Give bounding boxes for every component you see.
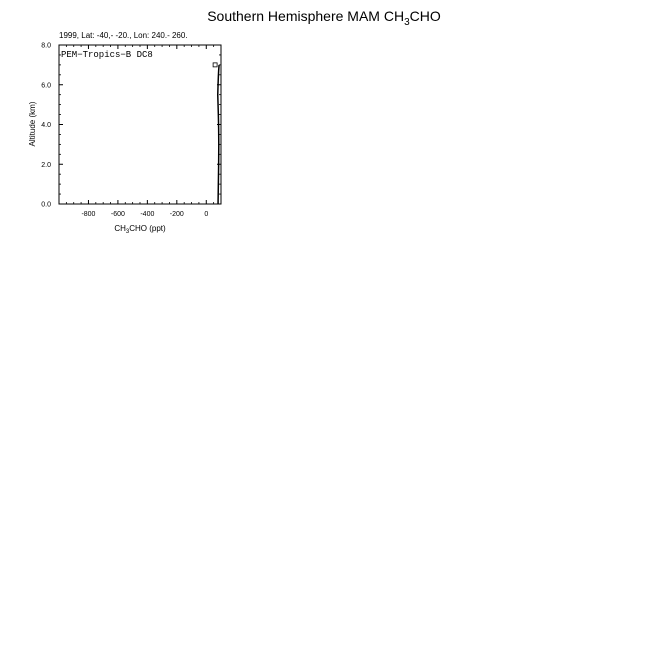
- data-point-marker: [213, 63, 217, 67]
- y-tick-label: 6.0: [41, 82, 51, 90]
- chart-subtitle: 1999, Lat: -40,- -20., Lon: 240.- 260.: [59, 31, 188, 40]
- x-label-suffix: CHO (ppt): [129, 224, 166, 233]
- tick-group: [41, 43, 221, 219]
- y-tick-label: 2.0: [41, 161, 51, 169]
- title-subscript: 3: [404, 16, 410, 28]
- x-label-subscript: 3: [125, 229, 130, 235]
- title-prefix: Southern Hemisphere MAM CH: [207, 8, 405, 24]
- x-tick-label: -200: [169, 211, 184, 218]
- annotation-label: PEM−Tropics−B DC8: [61, 50, 153, 60]
- plot-frame: [59, 45, 221, 204]
- title-suffix: CHO: [409, 8, 441, 24]
- x-tick-label: 0: [204, 211, 209, 218]
- series-group: [213, 63, 219, 204]
- y-tick-label: 8.0: [41, 42, 51, 50]
- y-tick-label: 0.0: [41, 201, 51, 209]
- x-tick-label: -400: [140, 211, 155, 218]
- profile-line: [218, 65, 219, 204]
- x-label-prefix: CH: [114, 224, 126, 233]
- y-axis-label: Altitude (km): [28, 101, 37, 147]
- y-tick-label: 4.0: [41, 122, 51, 129]
- x-tick-label: -600: [110, 211, 125, 218]
- x-axis-label: [114, 224, 166, 235]
- x-tick-label: -800: [81, 211, 96, 218]
